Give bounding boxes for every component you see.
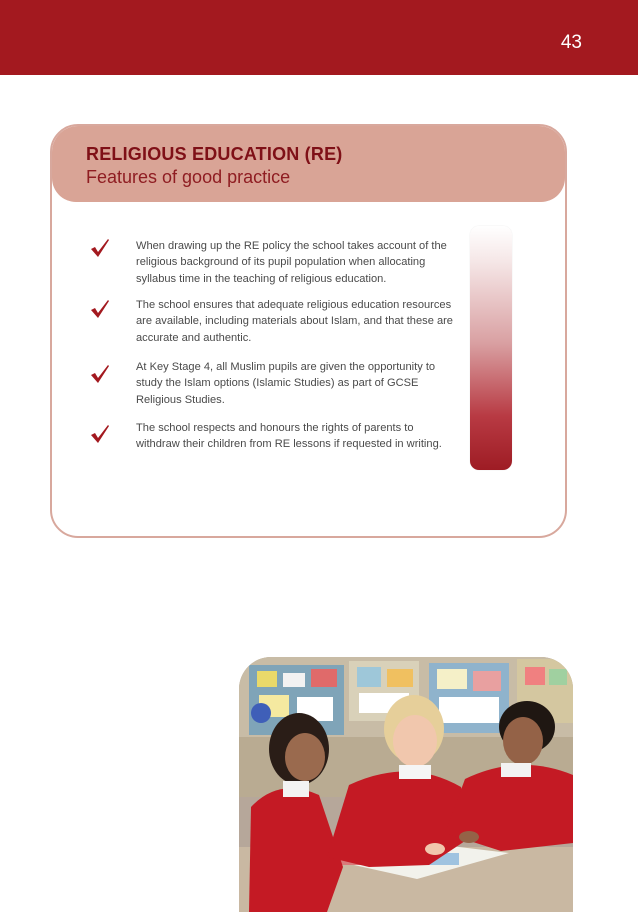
practice-item: The school ensures that adequate religious education resources are available, including materials about Islam, and that these are accurate and authentic. [136, 299, 453, 344]
card-subtitle: Features of good practice [86, 167, 291, 187]
checkmark-icon [90, 299, 110, 319]
practice-item: When drawing up the RE policy the school takes account of the religious background of its pupil population when allocating syllabus time in the teaching of religious education. [136, 240, 447, 285]
header-band [0, 0, 638, 75]
classroom-photo [239, 657, 573, 912]
good-practice-card [50, 124, 567, 538]
classroom-photo-illustration [239, 657, 573, 912]
practice-item: At Key Stage 4, all Muslim pupils are given the opportunity to study the Islam options (Islamic Studies) as part of GCSE Religious Studies. [136, 361, 436, 406]
decorative-gradient-bar [470, 226, 512, 470]
card-header [52, 126, 565, 202]
page-number: 43 [560, 32, 582, 53]
card-title: RELIGIOUS EDUCATION (RE) [86, 144, 343, 164]
checkmark-icon [90, 238, 110, 258]
practice-item: The school respects and honours the rights of parents to withdraw their children from RE lessons if requested in writing. [136, 422, 442, 451]
checkmark-icon [90, 364, 110, 384]
checkmark-icon [90, 424, 110, 444]
